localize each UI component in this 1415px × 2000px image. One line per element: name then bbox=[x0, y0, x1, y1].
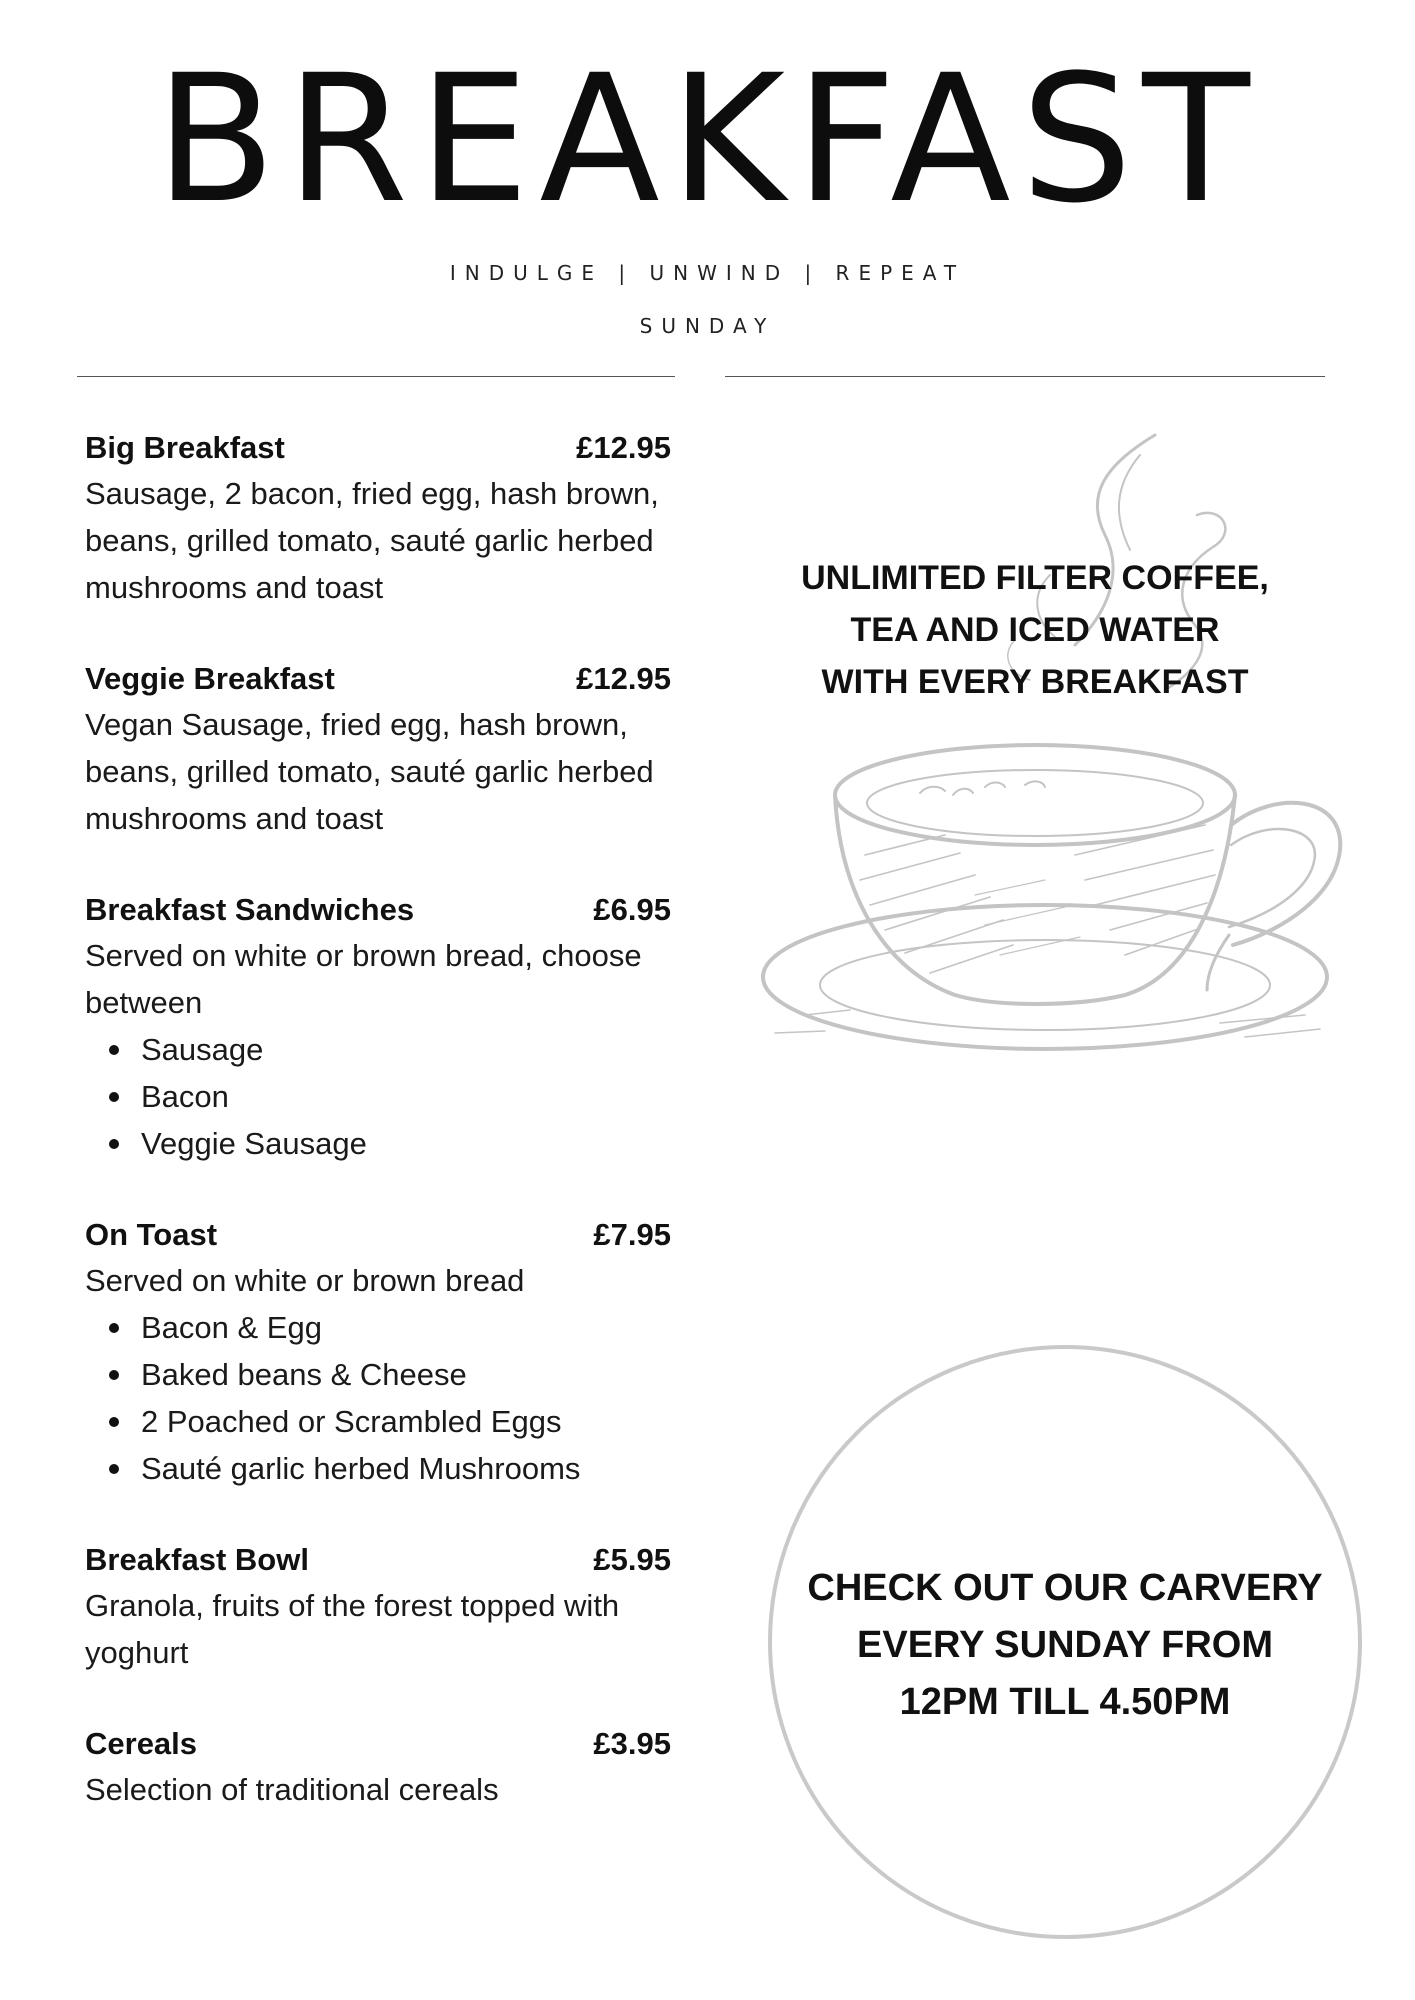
list-item bbox=[85, 1026, 675, 1073]
menu-item-breakfast-sandwiches bbox=[85, 888, 675, 1167]
item-description: Vegan Sausage, fried egg, hash brown, beans, grilled tomato, sauté garlic herbed mushrooms and toast bbox=[85, 707, 654, 836]
item-description: Served on white or brown bread, choose between bbox=[85, 938, 642, 1020]
item-name: Breakfast Bowl bbox=[85, 1542, 309, 1577]
item-price: £12.95 bbox=[576, 430, 671, 465]
carvery-promo-line: CHECK OUT OUR CARVERY bbox=[807, 1567, 1323, 1609]
option-list bbox=[85, 1304, 675, 1492]
option-list bbox=[85, 1026, 675, 1167]
bullet-icon bbox=[109, 1464, 119, 1474]
option-label: Veggie Sausage bbox=[141, 1126, 367, 1161]
menu-item-big-breakfast bbox=[85, 426, 675, 611]
option-label: Sauté garlic herbed Mushrooms bbox=[141, 1451, 581, 1486]
page-title: BREAKFAST bbox=[155, 37, 1260, 242]
coffee-promo-line: UNLIMITED FILTER COFFEE, bbox=[801, 559, 1269, 597]
item-header bbox=[85, 888, 675, 932]
item-header bbox=[85, 1538, 675, 1582]
bullet-icon bbox=[109, 1139, 119, 1149]
item-header bbox=[85, 657, 675, 701]
item-name: Cereals bbox=[85, 1726, 198, 1761]
list-item bbox=[85, 1398, 675, 1445]
item-price: £7.95 bbox=[593, 1217, 671, 1252]
menu-item-veggie-breakfast bbox=[85, 657, 675, 842]
item-price: £6.95 bbox=[593, 892, 671, 927]
item-price: £3.95 bbox=[593, 1726, 671, 1761]
divider-right bbox=[725, 376, 1325, 377]
bullet-icon bbox=[109, 1092, 119, 1102]
item-description: Granola, fruits of the forest topped with yoghurt bbox=[85, 1588, 620, 1670]
item-name: On Toast bbox=[85, 1217, 218, 1252]
item-header bbox=[85, 1213, 675, 1257]
option-label: 2 Poached or Scrambled Eggs bbox=[141, 1404, 562, 1439]
item-price: £5.95 bbox=[593, 1542, 671, 1577]
menu-item-cereals bbox=[85, 1722, 675, 1813]
list-item bbox=[85, 1120, 675, 1167]
item-name: Veggie Breakfast bbox=[85, 661, 335, 696]
option-label: Bacon & Egg bbox=[141, 1310, 322, 1345]
coffee-cup-sketch-icon bbox=[745, 425, 1345, 1115]
coffee-promo-line: WITH EVERY BREAKFAST bbox=[821, 663, 1249, 701]
item-name: Big Breakfast bbox=[85, 430, 285, 465]
menu-list bbox=[85, 426, 675, 1859]
bullet-icon bbox=[109, 1370, 119, 1380]
menu-item-on-toast bbox=[85, 1213, 675, 1492]
carvery-promo bbox=[768, 1560, 1362, 1731]
item-name: Breakfast Sandwiches bbox=[85, 892, 415, 927]
tagline: INDULGE | UNWIND | REPEAT bbox=[449, 261, 966, 285]
list-item bbox=[85, 1304, 675, 1351]
option-label: Sausage bbox=[141, 1032, 264, 1067]
divider-left bbox=[77, 376, 675, 377]
option-label: Baked beans & Cheese bbox=[141, 1357, 467, 1392]
item-description: Selection of traditional cereals bbox=[85, 1772, 499, 1807]
list-item bbox=[85, 1351, 675, 1398]
day-label: SUNDAY bbox=[639, 314, 776, 338]
item-header bbox=[85, 426, 675, 470]
bullet-icon bbox=[109, 1323, 119, 1333]
item-description: Sausage, 2 bacon, fried egg, hash brown, beans, grilled tomato, sauté garlic herbed mushrooms and toast bbox=[85, 476, 659, 605]
carvery-promo-line: EVERY SUNDAY FROM bbox=[857, 1624, 1273, 1666]
item-price: £12.95 bbox=[576, 661, 671, 696]
carvery-promo-line: 12PM TILL 4.50PM bbox=[899, 1681, 1231, 1723]
coffee-promo bbox=[735, 552, 1335, 708]
coffee-promo-line: TEA AND ICED WATER bbox=[850, 611, 1220, 649]
item-header bbox=[85, 1722, 675, 1766]
menu-item-breakfast-bowl bbox=[85, 1538, 675, 1676]
list-item bbox=[85, 1445, 675, 1492]
bullet-icon bbox=[109, 1045, 119, 1055]
bullet-icon bbox=[109, 1417, 119, 1427]
item-description: Served on white or brown bread bbox=[85, 1263, 525, 1298]
option-label: Bacon bbox=[141, 1079, 229, 1114]
list-item bbox=[85, 1073, 675, 1120]
